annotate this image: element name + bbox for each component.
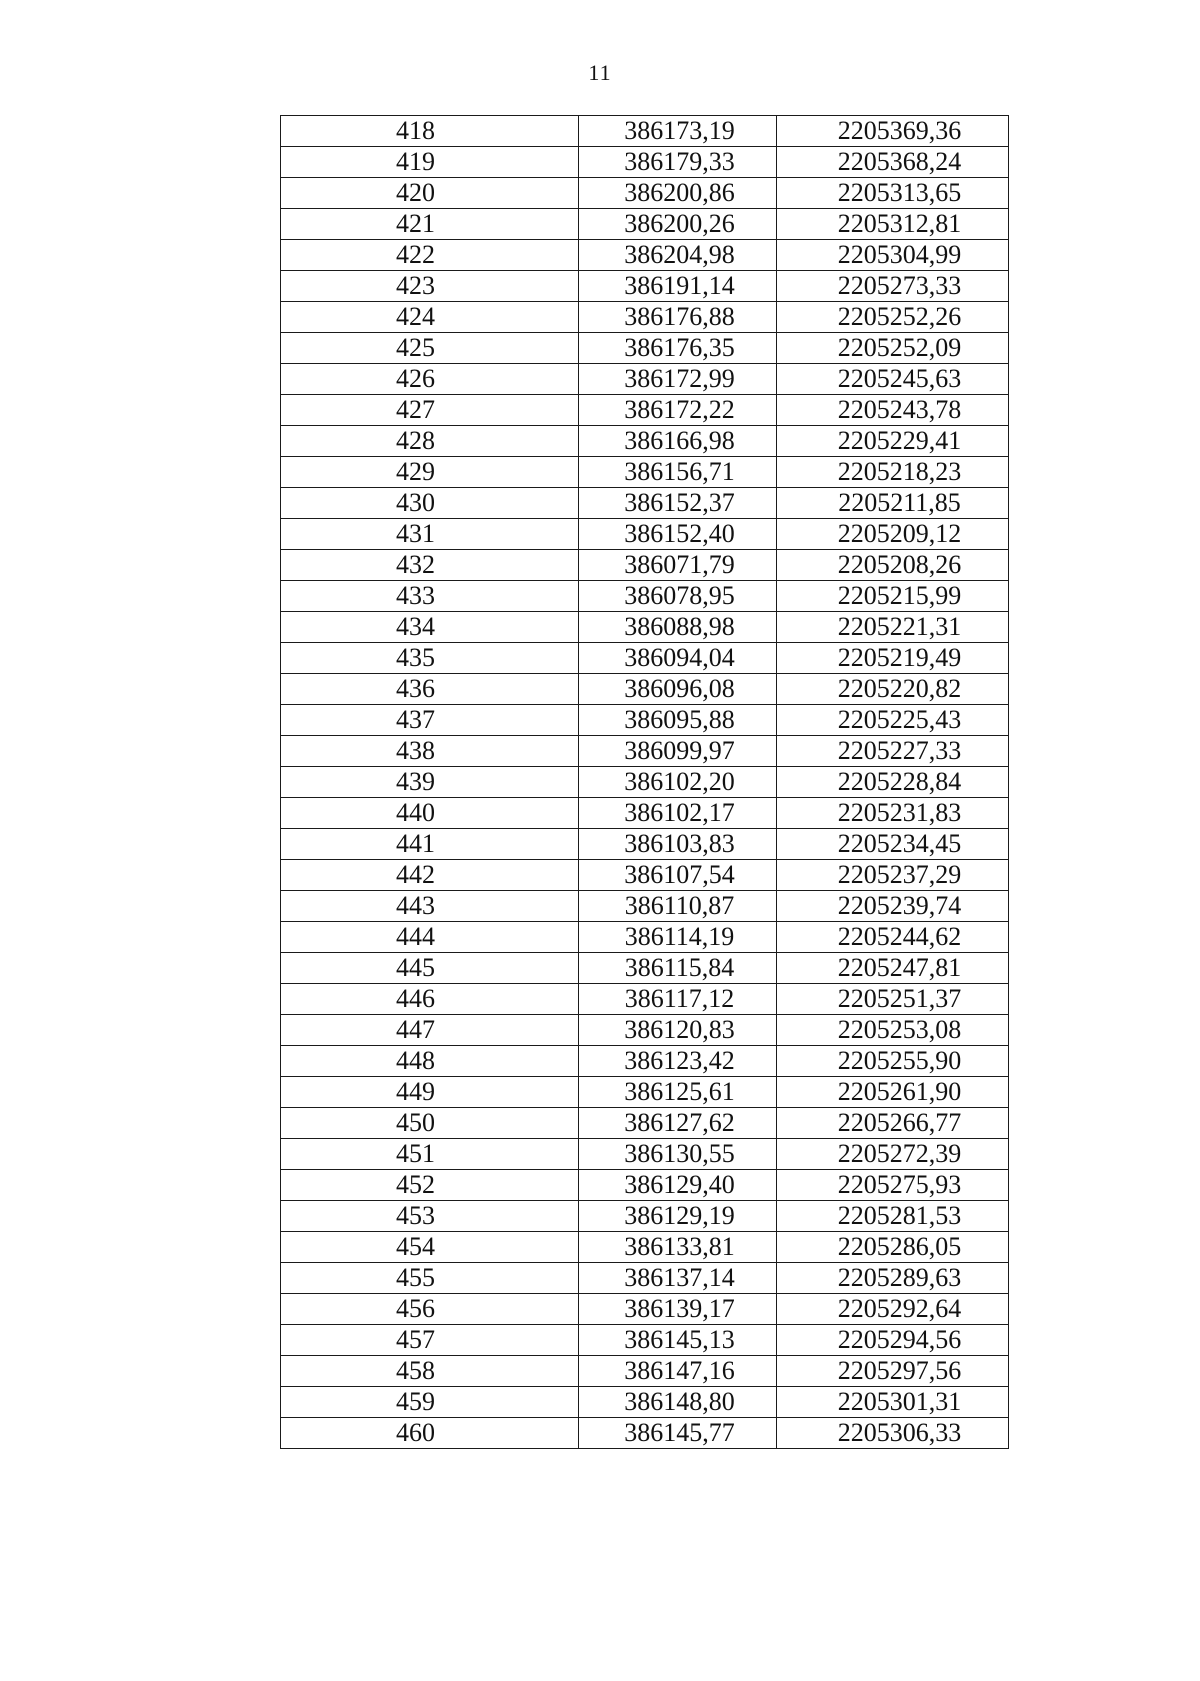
table-row (281, 302, 1009, 333)
x-coordinate-cell: 386172,99 (579, 364, 777, 395)
y-coordinate-cell: 2205252,26 (777, 302, 1009, 333)
x-coordinate-cell: 386130,55 (579, 1139, 777, 1170)
point-number-cell: 433 (281, 581, 579, 612)
x-coordinate-cell: 386139,17 (579, 1294, 777, 1325)
y-coordinate-cell: 2205234,45 (777, 829, 1009, 860)
point-number-cell: 418 (281, 116, 579, 147)
table-row (281, 364, 1009, 395)
x-coordinate-cell: 386204,98 (579, 240, 777, 271)
point-number-cell: 445 (281, 953, 579, 984)
y-coordinate-cell: 2205286,05 (777, 1232, 1009, 1263)
y-coordinate-cell: 2205245,63 (777, 364, 1009, 395)
table-row (281, 426, 1009, 457)
y-coordinate-cell: 2205289,63 (777, 1263, 1009, 1294)
table-row (281, 1418, 1009, 1449)
x-coordinate-cell: 386120,83 (579, 1015, 777, 1046)
table-row (281, 240, 1009, 271)
table-row (281, 953, 1009, 984)
x-coordinate-cell: 386099,97 (579, 736, 777, 767)
table-row (281, 984, 1009, 1015)
table-row (281, 1170, 1009, 1201)
point-number-cell: 444 (281, 922, 579, 953)
y-coordinate-cell: 2205227,33 (777, 736, 1009, 767)
table-row (281, 798, 1009, 829)
table-row (281, 1232, 1009, 1263)
table-row (281, 860, 1009, 891)
x-coordinate-cell: 386200,26 (579, 209, 777, 240)
point-number-cell: 436 (281, 674, 579, 705)
x-coordinate-cell: 386123,42 (579, 1046, 777, 1077)
x-coordinate-cell: 386094,04 (579, 643, 777, 674)
x-coordinate-cell: 386114,19 (579, 922, 777, 953)
x-coordinate-cell: 386152,40 (579, 519, 777, 550)
y-coordinate-cell: 2205313,65 (777, 178, 1009, 209)
x-coordinate-cell: 386173,19 (579, 116, 777, 147)
x-coordinate-cell: 386125,61 (579, 1077, 777, 1108)
table-row (281, 1387, 1009, 1418)
point-number-cell: 451 (281, 1139, 579, 1170)
y-coordinate-cell: 2205244,62 (777, 922, 1009, 953)
point-number-cell: 426 (281, 364, 579, 395)
table-row (281, 147, 1009, 178)
x-coordinate-cell: 386127,62 (579, 1108, 777, 1139)
y-coordinate-cell: 2205229,41 (777, 426, 1009, 457)
table-row (281, 674, 1009, 705)
table-row (281, 116, 1009, 147)
point-number-cell: 454 (281, 1232, 579, 1263)
point-number-cell: 449 (281, 1077, 579, 1108)
point-number-cell: 429 (281, 457, 579, 488)
y-coordinate-cell: 2205247,81 (777, 953, 1009, 984)
y-coordinate-cell: 2205301,31 (777, 1387, 1009, 1418)
x-coordinate-cell: 386095,88 (579, 705, 777, 736)
point-number-cell: 420 (281, 178, 579, 209)
table-row (281, 736, 1009, 767)
x-coordinate-cell: 386152,37 (579, 488, 777, 519)
y-coordinate-cell: 2205281,53 (777, 1201, 1009, 1232)
x-coordinate-cell: 386110,87 (579, 891, 777, 922)
point-number-cell: 440 (281, 798, 579, 829)
table-row (281, 1325, 1009, 1356)
table-row (281, 178, 1009, 209)
y-coordinate-cell: 2205211,85 (777, 488, 1009, 519)
x-coordinate-cell: 386172,22 (579, 395, 777, 426)
y-coordinate-cell: 2205251,37 (777, 984, 1009, 1015)
y-coordinate-cell: 2205231,83 (777, 798, 1009, 829)
table-row (281, 550, 1009, 581)
y-coordinate-cell: 2205255,90 (777, 1046, 1009, 1077)
page-number: 11 (588, 60, 612, 85)
point-number-cell: 453 (281, 1201, 579, 1232)
point-number-cell: 456 (281, 1294, 579, 1325)
table-row (281, 1108, 1009, 1139)
point-number-cell: 460 (281, 1418, 579, 1449)
x-coordinate-cell: 386156,71 (579, 457, 777, 488)
table-row (281, 1046, 1009, 1077)
point-number-cell: 458 (281, 1356, 579, 1387)
point-number-cell: 447 (281, 1015, 579, 1046)
y-coordinate-cell: 2205237,29 (777, 860, 1009, 891)
table-row (281, 1139, 1009, 1170)
y-coordinate-cell: 2205253,08 (777, 1015, 1009, 1046)
point-number-cell: 428 (281, 426, 579, 457)
x-coordinate-cell: 386148,80 (579, 1387, 777, 1418)
x-coordinate-cell: 386107,54 (579, 860, 777, 891)
point-number-cell: 425 (281, 333, 579, 364)
point-number-cell: 437 (281, 705, 579, 736)
x-coordinate-cell: 386176,88 (579, 302, 777, 333)
coordinates-table-body (281, 116, 1009, 1449)
y-coordinate-cell: 2205220,82 (777, 674, 1009, 705)
x-coordinate-cell: 386176,35 (579, 333, 777, 364)
point-number-cell: 431 (281, 519, 579, 550)
point-number-cell: 439 (281, 767, 579, 798)
table-row (281, 1356, 1009, 1387)
point-number-cell: 430 (281, 488, 579, 519)
table-row (281, 333, 1009, 364)
point-number-cell: 450 (281, 1108, 579, 1139)
point-number-cell: 441 (281, 829, 579, 860)
table-row (281, 1294, 1009, 1325)
point-number-cell: 438 (281, 736, 579, 767)
table-row (281, 891, 1009, 922)
x-coordinate-cell: 386133,81 (579, 1232, 777, 1263)
y-coordinate-cell: 2205275,93 (777, 1170, 1009, 1201)
table-row (281, 643, 1009, 674)
x-coordinate-cell: 386088,98 (579, 612, 777, 643)
y-coordinate-cell: 2205306,33 (777, 1418, 1009, 1449)
y-coordinate-cell: 2205209,12 (777, 519, 1009, 550)
x-coordinate-cell: 386117,12 (579, 984, 777, 1015)
table-row (281, 395, 1009, 426)
y-coordinate-cell: 2205294,56 (777, 1325, 1009, 1356)
y-coordinate-cell: 2205221,31 (777, 612, 1009, 643)
table-row (281, 1263, 1009, 1294)
point-number-cell: 432 (281, 550, 579, 581)
point-number-cell: 448 (281, 1046, 579, 1077)
x-coordinate-cell: 386102,20 (579, 767, 777, 798)
table-row (281, 922, 1009, 953)
coordinates-table (280, 115, 1009, 1449)
y-coordinate-cell: 2205225,43 (777, 705, 1009, 736)
table-row (281, 457, 1009, 488)
x-coordinate-cell: 386096,08 (579, 674, 777, 705)
y-coordinate-cell: 2205208,26 (777, 550, 1009, 581)
point-number-cell: 424 (281, 302, 579, 333)
point-number-cell: 422 (281, 240, 579, 271)
x-coordinate-cell: 386137,14 (579, 1263, 777, 1294)
table-row (281, 519, 1009, 550)
x-coordinate-cell: 386115,84 (579, 953, 777, 984)
y-coordinate-cell: 2205272,39 (777, 1139, 1009, 1170)
table-row (281, 612, 1009, 643)
x-coordinate-cell: 386191,14 (579, 271, 777, 302)
y-coordinate-cell: 2205261,90 (777, 1077, 1009, 1108)
x-coordinate-cell: 386166,98 (579, 426, 777, 457)
x-coordinate-cell: 386129,40 (579, 1170, 777, 1201)
x-coordinate-cell: 386129,19 (579, 1201, 777, 1232)
y-coordinate-cell: 2205292,64 (777, 1294, 1009, 1325)
table-row (281, 209, 1009, 240)
table-row (281, 1015, 1009, 1046)
point-number-cell: 434 (281, 612, 579, 643)
table-row (281, 1201, 1009, 1232)
table-row (281, 705, 1009, 736)
y-coordinate-cell: 2205228,84 (777, 767, 1009, 798)
point-number-cell: 421 (281, 209, 579, 240)
table-row (281, 271, 1009, 302)
x-coordinate-cell: 386145,77 (579, 1418, 777, 1449)
point-number-cell: 455 (281, 1263, 579, 1294)
y-coordinate-cell: 2205266,77 (777, 1108, 1009, 1139)
point-number-cell: 457 (281, 1325, 579, 1356)
x-coordinate-cell: 386102,17 (579, 798, 777, 829)
table-row (281, 581, 1009, 612)
point-number-cell: 442 (281, 860, 579, 891)
point-number-cell: 446 (281, 984, 579, 1015)
y-coordinate-cell: 2205369,36 (777, 116, 1009, 147)
table-row (281, 829, 1009, 860)
y-coordinate-cell: 2205239,74 (777, 891, 1009, 922)
y-coordinate-cell: 2205215,99 (777, 581, 1009, 612)
x-coordinate-cell: 386071,79 (579, 550, 777, 581)
y-coordinate-cell: 2205219,49 (777, 643, 1009, 674)
point-number-cell: 427 (281, 395, 579, 426)
point-number-cell: 443 (281, 891, 579, 922)
x-coordinate-cell: 386145,13 (579, 1325, 777, 1356)
y-coordinate-cell: 2205243,78 (777, 395, 1009, 426)
y-coordinate-cell: 2205312,81 (777, 209, 1009, 240)
x-coordinate-cell: 386103,83 (579, 829, 777, 860)
y-coordinate-cell: 2205273,33 (777, 271, 1009, 302)
table-row (281, 1077, 1009, 1108)
point-number-cell: 452 (281, 1170, 579, 1201)
point-number-cell: 419 (281, 147, 579, 178)
y-coordinate-cell: 2205252,09 (777, 333, 1009, 364)
table-row (281, 488, 1009, 519)
point-number-cell: 435 (281, 643, 579, 674)
x-coordinate-cell: 386200,86 (579, 178, 777, 209)
x-coordinate-cell: 386147,16 (579, 1356, 777, 1387)
x-coordinate-cell: 386179,33 (579, 147, 777, 178)
point-number-cell: 423 (281, 271, 579, 302)
y-coordinate-cell: 2205218,23 (777, 457, 1009, 488)
table-row (281, 767, 1009, 798)
y-coordinate-cell: 2205297,56 (777, 1356, 1009, 1387)
y-coordinate-cell: 2205304,99 (777, 240, 1009, 271)
x-coordinate-cell: 386078,95 (579, 581, 777, 612)
point-number-cell: 459 (281, 1387, 579, 1418)
y-coordinate-cell: 2205368,24 (777, 147, 1009, 178)
